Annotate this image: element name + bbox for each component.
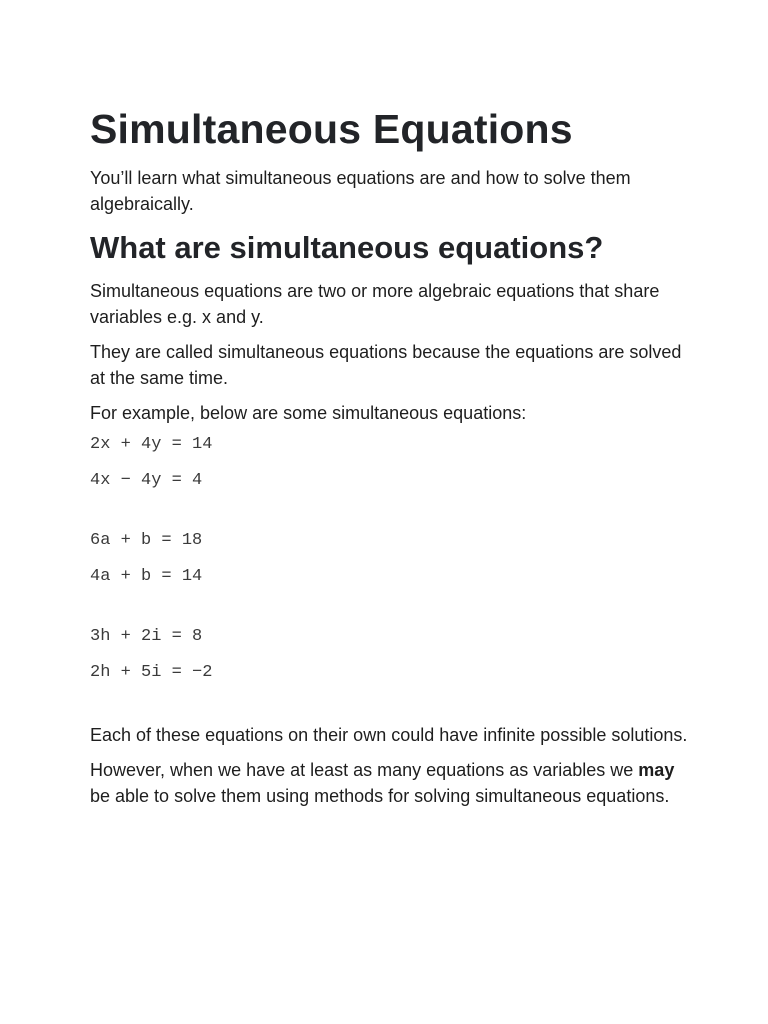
equation: 2h + 5i = −2	[90, 663, 213, 682]
equation-group	[90, 432, 690, 493]
equation: 4a + b = 14	[90, 567, 203, 586]
however-text-start: However, when we have at least as many equations as variables we	[90, 760, 639, 780]
article	[90, 104, 690, 809]
section-heading: What are simultaneous equations?	[90, 230, 604, 265]
page-title: Simultaneous Equations	[90, 106, 573, 152]
intro-paragraph: You’ll learn what simultaneous equations are and how to solve them algebraically.	[90, 168, 631, 214]
infinite-solutions-paragraph: Each of these equations on their own could have infinite possible solutions.	[90, 725, 688, 745]
equation-list	[90, 432, 690, 685]
equation: 4x − 4y = 4	[90, 471, 203, 490]
equation-group	[90, 528, 690, 589]
however-text-end: be able to solve them using methods for solving simultaneous equations.	[90, 786, 670, 806]
equation: 6a + b = 18	[90, 531, 203, 550]
example-intro-paragraph: For example, below are some simultaneous equations:	[90, 403, 527, 423]
why-called-paragraph: They are called simultaneous equations because the equations are solved at the same time.	[90, 342, 682, 388]
emphasis-may: may	[638, 760, 675, 780]
definition-paragraph: Simultaneous equations are two or more algebraic equations that share variables e.g. x and y.	[90, 281, 660, 327]
equation: 2x + 4y = 14	[90, 435, 213, 454]
equation-group	[90, 624, 690, 685]
equation: 3h + 2i = 8	[90, 627, 203, 646]
however-paragraph	[90, 757, 690, 809]
